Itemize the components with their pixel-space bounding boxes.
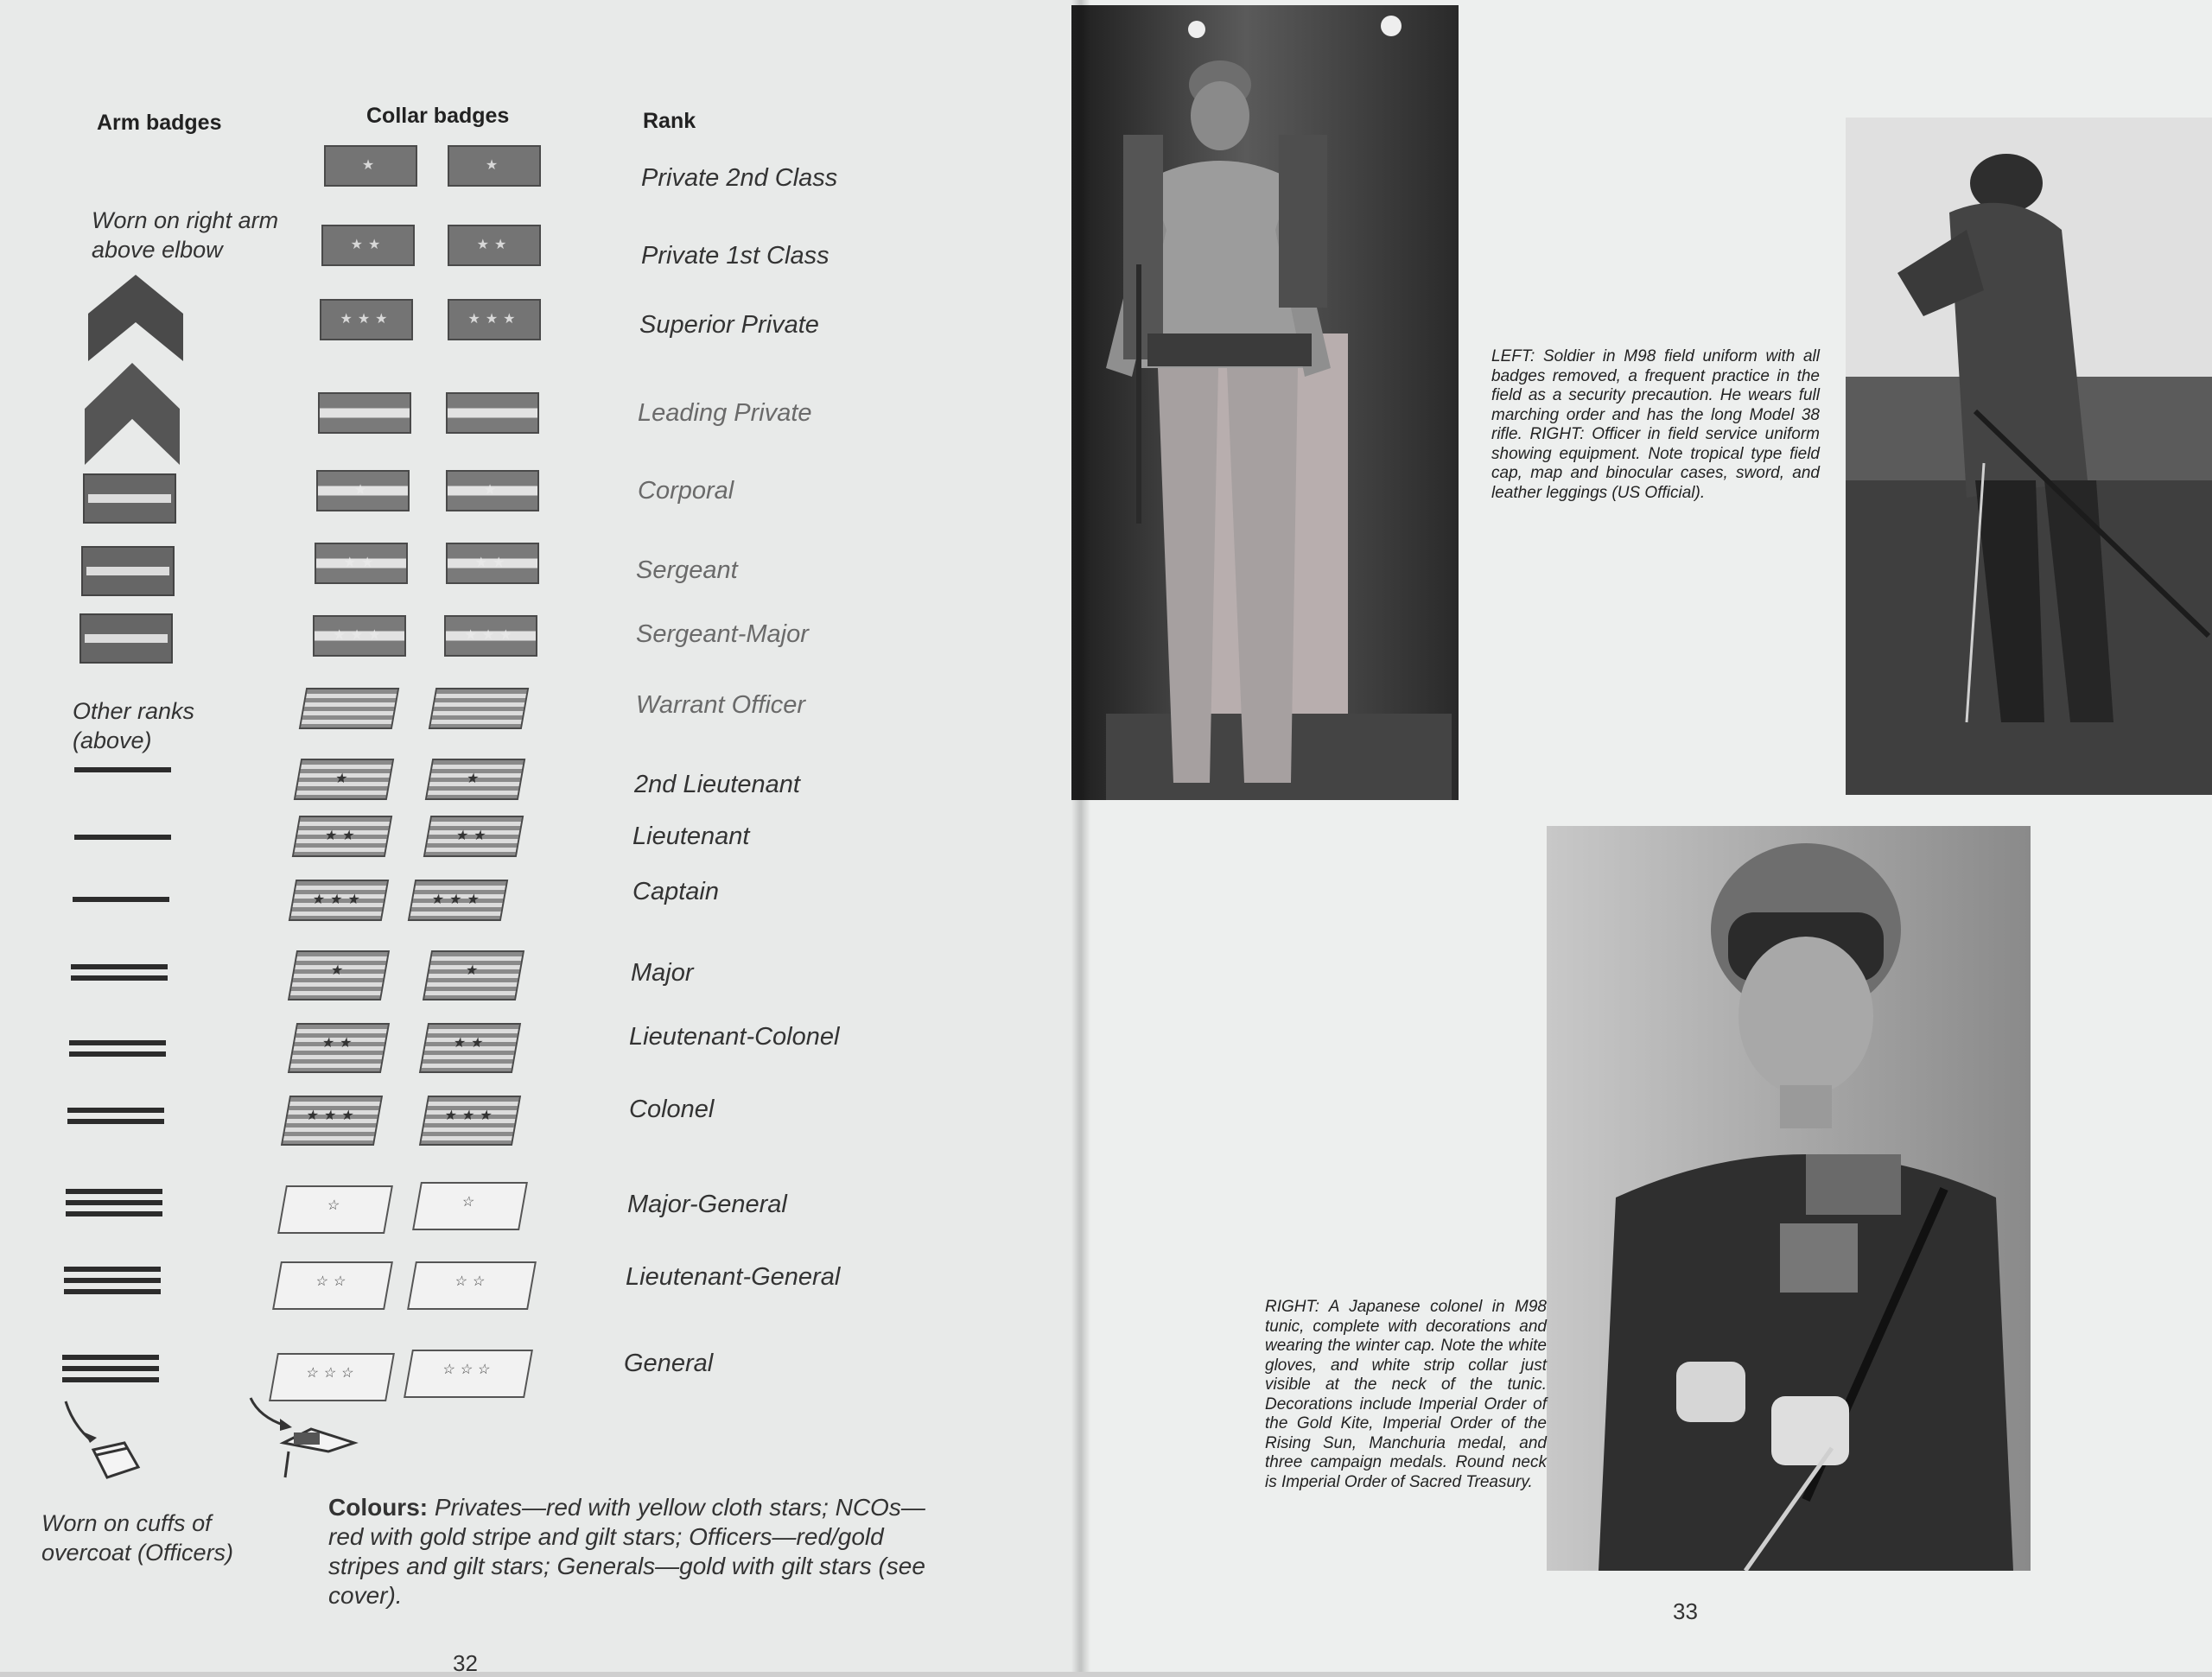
rank-label: Lieutenant-Colonel (629, 1023, 840, 1051)
colours-text: Privates—red with yellow cloth stars; NCOs—red with gold stripe and gilt stars; Officers—red/gold stripes and gilt stars; Generals—gold with gilt stars (see cover). (328, 1494, 925, 1609)
one-line-cuff-icon (74, 835, 171, 846)
collar-badge-sergeant: ★★ (315, 543, 408, 584)
collar-badge-sergeant-major: ★★★ (313, 615, 406, 657)
soldier-photo-image (1071, 5, 1459, 800)
rank-label: Major-General (627, 1191, 787, 1218)
collar-badge-lieutenant-colonel: ★★ (419, 1023, 521, 1073)
left-page (0, 0, 1080, 1676)
page-number-right: 33 (1673, 1598, 1698, 1624)
collar-badge-captain: ★★★ (408, 880, 508, 921)
collar-badge-colonel: ★★★ (419, 1096, 521, 1146)
collar-badge-colonel: ★★★ (281, 1096, 383, 1146)
rank-label: Sergeant-Major (636, 620, 809, 648)
bottom-caption: RIGHT: A Japanese colonel in M98 tunic, complete with decorations and wearing the winter cap. Note the white gloves, and white strip collar just visible at the neck of the tunic. Decorations include Imperial Order of the Gold Kite, Imperial Order of the Rising Sun, Manchuria medal, and three campaign medals. Round neck is Imperial Order of Sacred Treasury. (1265, 1298, 1547, 1491)
collar-badge-corporal: ★ (446, 470, 539, 511)
corporal-arm-badge-icon (83, 473, 176, 524)
collar-badge-sergeant-major: ★★★ (444, 615, 537, 657)
leading-private-chevron-icon (85, 363, 180, 465)
collar-badge-private-2nd: ★ (448, 145, 541, 187)
collar-badges-header: Collar badges (366, 104, 510, 128)
collar-badge-leading-private (318, 392, 411, 434)
rank-header: Rank (643, 109, 696, 133)
two-line-cuff-icon (69, 1040, 166, 1063)
two-line-cuff-icon (71, 964, 168, 987)
collar-badge-corporal: ★ (316, 470, 410, 511)
collar-badge-major-general: ☆ (412, 1182, 528, 1230)
collar-badge-major: ★ (423, 950, 524, 1000)
collar-badge-2nd-lieutenant: ★ (425, 759, 525, 800)
book-gutter (1071, 0, 1090, 1672)
collar-badge-lieutenant-general: ☆☆ (407, 1261, 537, 1310)
collar-badge-lieutenant-general: ☆☆ (272, 1261, 393, 1310)
collar-illustration-icon (242, 1391, 380, 1486)
colours-label: Colours: (328, 1494, 429, 1521)
collar-badge-warrant-officer (299, 688, 399, 729)
collar-badge-2nd-lieutenant: ★ (294, 759, 394, 800)
collar-badge-major-general: ☆ (277, 1185, 393, 1234)
right-page (1080, 0, 2212, 1672)
collar-badge-private-1st: ★★ (448, 225, 541, 266)
rank-label: General (624, 1350, 714, 1377)
collar-badge-general: ☆☆☆ (269, 1353, 395, 1401)
three-line-cuff-icon (62, 1355, 159, 1388)
page-number-left: 32 (453, 1650, 478, 1676)
collar-badge-captain: ★★★ (289, 880, 389, 921)
collar-badge-lieutenant: ★★ (423, 816, 524, 857)
rank-label: Lieutenant-General (626, 1263, 841, 1291)
three-line-cuff-icon (66, 1189, 162, 1223)
one-line-cuff-icon (73, 897, 169, 908)
colours-note (328, 1493, 933, 1610)
collar-badge-private-2nd: ★ (324, 145, 417, 187)
rank-label: Private 1st Class (641, 242, 830, 270)
colonel-portrait-photo (1547, 826, 2031, 1571)
collar-badge-superior-private: ★★★ (320, 299, 413, 340)
rank-label: Corporal (638, 477, 734, 505)
other-ranks-note: Other ranks (above) (73, 698, 195, 753)
collar-badge-warrant-officer (429, 688, 529, 729)
cuffs-note: Worn on cuffs of overcoat (Officers) (41, 1510, 234, 1566)
collar-badge-superior-private: ★★★ (448, 299, 541, 340)
rank-label: Sergeant (636, 556, 738, 584)
rank-label: Leading Private (638, 399, 812, 427)
collar-badge-general: ☆☆☆ (404, 1350, 533, 1398)
rank-label: Warrant Officer (636, 691, 806, 719)
collar-badge-sergeant: ★★ (446, 543, 539, 584)
rank-label: 2nd Lieutenant (634, 771, 800, 798)
superior-private-chevron-icon (88, 275, 183, 361)
overcoat-cuff-illustration-icon (55, 1398, 150, 1484)
soldier-photo (1071, 5, 1459, 800)
collar-badge-major: ★ (288, 950, 390, 1000)
rank-label: Major (631, 959, 694, 987)
rank-label: Lieutenant (632, 823, 750, 850)
collar-badge-lieutenant: ★★ (292, 816, 392, 857)
right-arm-note: Worn on right arm above elbow (92, 207, 279, 263)
officer-field-photo (1846, 118, 2212, 795)
rank-label: Captain (632, 878, 719, 905)
collar-badge-private-1st: ★★ (321, 225, 415, 266)
rank-label: Private 2nd Class (641, 164, 838, 192)
three-line-cuff-icon (64, 1267, 161, 1300)
collar-badge-lieutenant-colonel: ★★ (288, 1023, 390, 1073)
arm-badges-header: Arm badges (97, 111, 222, 135)
rank-label: Colonel (629, 1096, 715, 1123)
collar-badge-leading-private (446, 392, 539, 434)
two-line-cuff-icon (67, 1108, 164, 1130)
sergeant-major-arm-badge-icon (79, 613, 173, 664)
top-caption: LEFT: Soldier in M98 field uniform with all badges removed, a frequent practice in the field as a security precaution. He wears full marching order and has the long Model 38 rifle. RIGHT: Officer in field service uniform showing equipment. Note tropical type field cap, map and binocular cases, sword, and leather leggings (US Official). (1491, 347, 1820, 502)
one-line-cuff-icon (74, 767, 171, 778)
sergeant-arm-badge-icon (81, 546, 175, 596)
colonel-portrait-photo-image (1547, 826, 2031, 1571)
rank-label: Superior Private (639, 311, 819, 339)
officer-field-photo-image (1846, 118, 2212, 795)
